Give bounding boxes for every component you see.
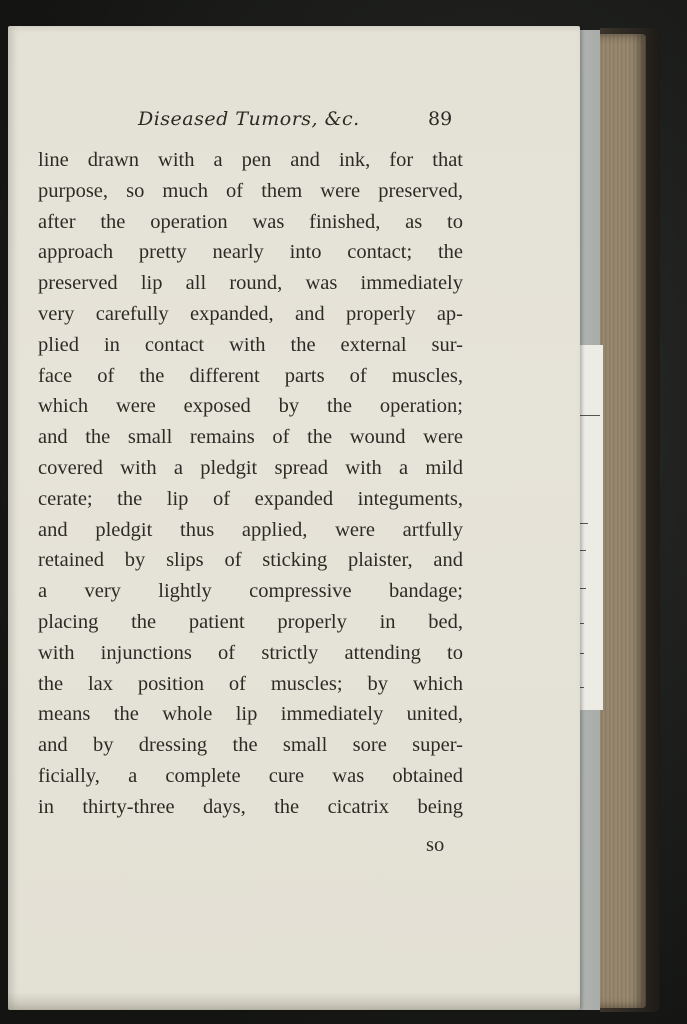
text-line: means the whole lip immediately united, [38, 703, 463, 726]
text-line: and pledgit thus applied, were artfully [38, 518, 463, 541]
catchword: so [426, 834, 445, 856]
text-line: and by dressing the small sore super- [38, 734, 463, 757]
text-line: a very lightly compressive bandage; [38, 580, 463, 603]
text-line: with injunctions of strictly attending to [38, 641, 463, 664]
text-line: retained by slips of sticking plaister, and [38, 549, 463, 572]
text-line: which were exposed by the operation; [38, 395, 463, 418]
page-shadow [8, 992, 580, 1010]
text-line: very carefully expanded, and properly ap- [38, 302, 463, 325]
text-line: the lax position of muscles; by which [38, 672, 463, 695]
text-line: purpose, so much of them were preserved, [38, 179, 463, 202]
text-line: and the small remains of the wound were [38, 426, 463, 449]
text-line: covered with a pledgit spread with a mild [38, 456, 463, 479]
text-line: ficially, a complete cure was obtained [38, 764, 463, 787]
text-line: preserved lip all round, was immediately [38, 272, 463, 295]
text-line: approach pretty nearly into contact; the [38, 241, 463, 264]
book-page [8, 26, 580, 1010]
paper-slip [577, 345, 603, 710]
body-text [38, 145, 463, 823]
text-line: in thirty-three days, the cicatrix being [38, 795, 463, 818]
page-number: 89 [428, 108, 453, 130]
text-line: face of the different parts of muscles, [38, 364, 463, 387]
running-head: Diseased Tumors, &c. [138, 108, 360, 130]
text-line: line drawn with a pen and ink, for that [38, 149, 463, 171]
text-line: cerate; the lip of expanded integuments, [38, 487, 463, 510]
text-line: plied in contact with the external sur- [38, 333, 463, 356]
text-line: after the operation was finished, as to [38, 210, 463, 233]
slip-mark [580, 415, 600, 416]
text-line: placing the patient properly in bed, [38, 610, 463, 633]
